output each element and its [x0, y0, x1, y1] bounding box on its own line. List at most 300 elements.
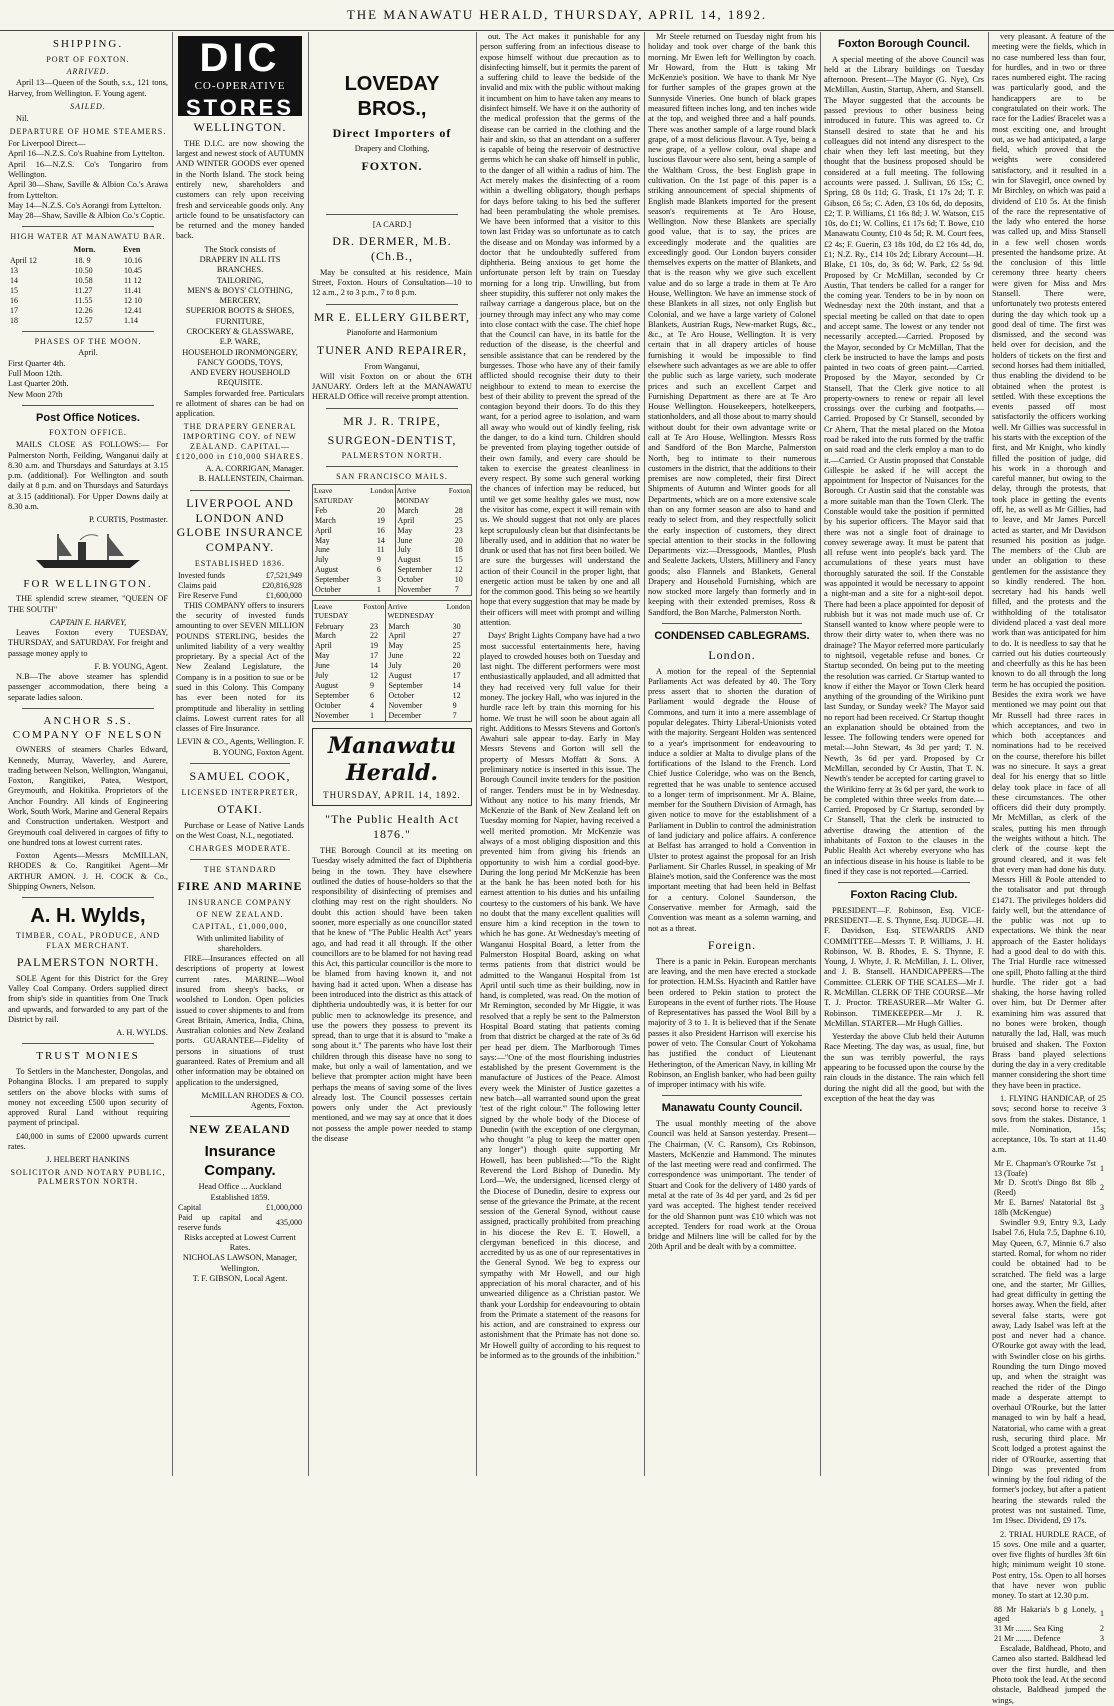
nz-heading: NEW ZEALAND — [189, 1122, 291, 1137]
race-2-conditions: 2. TRIAL HURDLE RACE, of 15 sovs. One mile and a quarter, over five flights of hurdles 3ft 6in high; minimum weight 10 stone. Post entry, 15s. Open to all horses that have never won public money. To start at 12.30 p.m. — [992, 1529, 1106, 1601]
std-sub2: INSURANCE COMPANY — [187, 897, 293, 907]
race-1-result-cell: Mr D. Scott's Dingo 8st 8lb (Reed) — [994, 1178, 1096, 1198]
mail-cell: 12 — [452, 690, 461, 700]
lg-funds-row — [176, 591, 304, 601]
tide-row — [8, 256, 168, 266]
lg-heading: LIVERPOOL AND LONDON AND GLOBE INSURANCE COMPANY. — [176, 495, 304, 555]
mail-row — [313, 661, 472, 671]
std-text: FIRE—Insurances effected on all descriptions of property at lowest current rates. MARINE—Wool insured from sheep's backs, or woolshed to London. Open policies issued to cover shipments to and from Great Britain, America, India, China, Australian colonies and New Zealand ports. GUARANTEE—Fidelity of persons in situations of trust guaranteed. Rates of Premium and all other information may be obtained on application to the undersigned, — [176, 954, 304, 1087]
mail-row — [313, 701, 472, 711]
mail-cell: 27 — [452, 631, 461, 641]
column-2 — [176, 32, 304, 1476]
mail-cell: 3 — [375, 575, 395, 585]
wylds-heading: A. H. Wylds, — [30, 905, 146, 928]
mail-cell: 20 — [375, 506, 395, 516]
sailed-label: SAILED. — [70, 102, 106, 111]
nz-big: Insurance Company. — [204, 1143, 276, 1179]
mail-cell: October — [388, 690, 415, 700]
race-1-result-cell: Mr E. Barnes' Natatorial 8st 18lb (McKengue) — [994, 1198, 1096, 1218]
mail-cell: 14 — [368, 661, 386, 671]
tide-row — [8, 286, 168, 296]
mail-cell: 10 — [454, 575, 463, 585]
column-6 — [824, 32, 984, 1476]
race-1-results — [992, 1159, 1106, 1218]
mail-cell: September — [315, 575, 350, 585]
lg-funds-table — [176, 571, 304, 601]
moon-heading: PHASES OF THE MOON. — [34, 336, 142, 346]
cook-text: Purchase or Lease of Native Lands on the West Coast, N.I., negotiated. — [176, 820, 304, 840]
cook-sub: LICENSED INTERPRETER, — [181, 787, 299, 797]
mail-cell: April — [315, 525, 332, 535]
mail-cell: 9 — [375, 555, 395, 565]
lg-funds-cell: Invested funds — [178, 571, 225, 581]
race-2-results — [992, 1605, 1106, 1645]
captain: CAPTAIN E. HARVEY, — [49, 617, 127, 627]
tide-cell: 18 — [10, 315, 18, 325]
column-3 — [312, 32, 472, 1476]
nz-funds-cell: Capital — [178, 1203, 202, 1213]
loveday-sub: Direct Importers of — [332, 125, 452, 140]
lg-funds-cell: Fire Reserve Fund — [178, 590, 238, 600]
mail-cell: 1 — [375, 585, 395, 595]
race-2-result-cell: 31 Mr ........ Sea King — [994, 1624, 1064, 1634]
mails-table-2: Leave Foxton TUESDAY Arrive London WEDNESDAY February 23 March 30 March 22 April 27 April 19 May 25 May 17 June 22 June 14 July 20 July 12 August 17 August 9 September 14 September 6 October 12 October 4 November 9 November 1 December 7 — [314, 601, 470, 720]
race-2-result-cell: 88 Mr Hakaria's b g Lonely, aged — [994, 1604, 1096, 1624]
trust-heading: TRUST MONIES — [36, 1050, 140, 1063]
nameplate-date: THURSDAY, APRIL 14, 1892. — [323, 790, 461, 801]
shipping-heading: SHIPPING. — [52, 38, 124, 50]
nb-text: N.B—The above steamer has splendid passenger accommodation, there being a separate ladies saloon. — [8, 672, 168, 702]
county-heading: Manawatu County Council. — [661, 1102, 803, 1115]
race-2-result-cell: 3 — [1100, 1634, 1104, 1644]
foxton-council-text: A special meeting of the above Council was held at the Library buildings on Tuesday afternoon. Present—The Mayor (G. Nye), Crs McMillan, Austin, Startup, Ahern, and Stansell. The Mayor suggested that the accounts be passed previous to other business being introduced in future. This was agreed to. Cr Stansell desired to state that he and his colleagues did not intend any disrespect to the chair when they left last meeting, but they thought that the business proposed should be considered at a full meeting. The following accounts were passed. J. Sullivan, £6 15s; C. Spring, £8 0s 11d; G. Trask, £1 17s 2d; T. F. Gibson, £6 5s; C. Aden, £3 10s 6d, do deposits, £2; T. P. Williams, £1 16s 8d; J. W. Watson, £15 10s, do £1; W. Collins, £1 17s 6d; T. Bowe, £10 Manawatu County, £10 4s 5d; R. M. Court fees, £2 4s; F. Guerin, £3 18s 10d, do £2 16s 4d, do, £1; N.Z. Ry., £14 10s 2d; Library Account—H. Blake, £1 10s, do, 3s 6d; W. Park, £2 5s 9d. Proposed by Cr McMillan, seconded by Cr Austin, That tenders be called for a ranger for the coming year. Tenders to be in by noon on Wednesday next the 20th instant, and that a special meeting be called on that date to open and accept same. The lowest or any tender not necessarily accepted.—Carried. Proposed by the Mayor, seconded by Cr McMillan, That the clerk be instructed to have the lamps and posts painted in two coats of green paint.—Carried. Proposed by the Mayor, seconded by Cr Stansell, That the Clerk give notice to all property-owners to renew or repair all level crossings over the curbing and footpaths.—Carried. Proposed by Cr Stansell, seconded by Cr Ahern, That the metal placed on the Motoa road be raked into the ruts formed by the traffic on said road and the clerk employ a man to do it.—Carried. Cr Austin proposed that Constable Gillespie be asked if he will accept the appointment for Inspector of Nuisances for the Borough. Cr Austin said that the constable was a more suitable man than the Town Clerk. The Constable would take the position if permitted by his superior officers. The Mayor said that there was not a single foot of drainage to convey sewerage away. It must be patent that all refuse went into people's back yard. The accumulations of these years must have thoroughly saturated the soil. If the Constable was appointed it would be necessary to appoint a night-man and a site for a night-soil depot. There had been a place appointed for deposit of rubbish but it was not made much use of. Cr Stansell wanted to know where people were to throw their dirty water to, when there was no drainage? The Mayor referred more particularly to nightsoil, vegetable refuse and bones. Cr Startup seconded. On being put to the meeting the resolution was carried. Cr Startup wanted to know if either the Mayor or Town Clerk heard anything of the grounding of the Wirikino punt last Sunday, or Sunday week? The Mayor said no report had been received. Cr Startup thought an explanation should be obtained from the lessee. The following tenders were opened for metal:—John Stewart, 4s 3d per yard; T. N. Newth, 3s 6d per yard. Proposed by Cr McMillan, seconded by Cr Austin, That T. N. Newth's tender be accepted for carting gravel to the Wirikino ferry at 3s 6d per yard, the work to be completed within three weeks from date.—Carried. Proposed by Cr Startup, seconded by Cr Stansell, That the clerk be instructed to advertise drawing the attention of the inhabitants of Foxton to the clauses in the Public Health Act whereby everyone who has an infectious disease in his house is liable to be fined if they case is not reported.—Carried. — [824, 54, 984, 876]
mail-cell: 28 — [454, 505, 463, 515]
mail-cell: 11 — [375, 545, 395, 555]
tide-row — [8, 276, 168, 286]
mail-cell: 9 — [452, 700, 457, 710]
mail-cell: March — [397, 505, 419, 515]
loveday-heading: LOVEDAY BROS., — [344, 73, 440, 120]
anchor-agents: Foxton Agents—Messrs McMILLAN, RHODES & Co. Rangitikei Agent—Mr ARTHUR AMON. J. H. COCK & Co., Shipping Owners, Nelson. — [8, 851, 168, 891]
race-2-result-cell: 1 — [1100, 1609, 1104, 1619]
std-liability: With unlimited liability of shareholders. — [196, 933, 284, 953]
trust-amount: £40,000 in sums of £2000 upwards current rates. — [8, 1131, 168, 1151]
arrived-text: April 13—Queen of the South, s.s., 121 tons, Harvey, from Wellington. F. Young agent. — [8, 78, 168, 98]
mail-row — [313, 641, 472, 651]
nameplate — [312, 728, 472, 807]
nz-funds-cell: 435,000 — [276, 1217, 302, 1227]
racing-officers: PRESIDENT—F. Robinson, Esq. VICE-PRESIDENT—E. S. Thynne, Esq. JUDGE—H. F. Davidson, Esq. STEWARDS AND COMMITTEE—Messrs T. P. Williams, J. H. Robinson, W. B. Rhodes, E. S. Thynne, F. Young, J. Whyte, J. R. McMillan, J. L. Oliver, and J. B. Stansell. HANDICAPPERS—The Committee. CLERK OF THE SCALES—Mr J. R. McMillan. CLERK OF THE COURSE—Mr T. J. Proctor. TREASURER—Mr Walter G. Robinson. TIMEKEEPER—Mr J. R. McMillan. STARTER—Mr Hugh Gillies. — [824, 905, 984, 1028]
gilbert-heading: MR E. ELLERY GILBERT, — [314, 309, 470, 324]
tide-cell: 1.14 — [123, 315, 138, 325]
cook-heading: SAMUEL COOK, — [189, 769, 291, 783]
post-office-text: MAILS CLOSE AS FOLLOWS:— For Palmerston North, Feilding, Wanganui daily at 8.30 a.m. and Thursdays and Saturdays at 3.15 p.m. (additional). For Wellington and south daily at 8 p.m. and on Thursdays and Saturdays at 3.15 (additional). For Upper Downs daily at 8.30 a.m. — [8, 440, 168, 512]
departure-list — [8, 139, 168, 221]
tide-cell: April 12 — [10, 256, 37, 266]
foreign-text: There is a panic in Pekin. European merchants are leaving, and the men have erected a stockade for protection. H.M.Ss. Hyacinth and Rattler have been ordered to Pekin station to protect the Europeans in the event of further riots. The House of Representatives has passed the Wool Bill by a majority of 3 to 1. It is believed that if the Senate passes it also President Harrison will exercise his power of veto. The Consular Court of Yokohama has justified the conduct of Lieutenant Hetherington, of the American Navy, in killing Mr Robinson, an English banker, who had been guilty of improper intimacy with his wife. — [648, 956, 816, 1090]
mail-cell: 20 — [452, 661, 461, 671]
mail-row — [313, 681, 472, 691]
tide-cell: 10.50 — [74, 266, 93, 276]
moon-phase: New Moon 27th — [8, 389, 63, 399]
mail-cell: Feb — [315, 505, 327, 515]
mail-cell: March — [315, 515, 336, 525]
dic-stock: The Stock consists of — [204, 244, 276, 254]
mail-cell: 23 — [368, 622, 386, 632]
nz-manager: NICHOLAS LAWSON, Manager, Wellington. — [182, 1253, 298, 1273]
tide-heading: HIGH WATER AT MANAWATU BAR. — [10, 232, 166, 242]
mail-cell: July — [397, 545, 411, 555]
steamer-icon — [8, 530, 168, 572]
mail-row — [313, 526, 472, 536]
mail-cell: 16 — [375, 526, 395, 536]
race-2-result-row — [992, 1624, 1106, 1634]
mail-cell: February — [315, 621, 344, 631]
mail-cell: April — [315, 641, 332, 651]
mail-cell: 30 — [452, 621, 461, 631]
mail-cell: June — [397, 535, 413, 545]
tide-cell: 11.27 — [74, 285, 93, 295]
race-1-result-cell: 2 — [1100, 1183, 1104, 1193]
arrived-label: ARRIVED. — [66, 66, 110, 76]
trust-text: To Settlers in the Manchester, Dongolas, and Pohangina Blocks. I am prepared to supply settlers on the above blocks with sums of money not exceeding £500 upon security of approved Rural Land without requiring payment of principal. — [8, 1067, 168, 1128]
mail-cell: 19 — [375, 516, 395, 526]
mail-cell: May — [315, 535, 330, 545]
mail-row — [313, 545, 472, 555]
mail-cell: 4 — [368, 701, 386, 711]
tide-cell: 12.26 — [74, 305, 93, 315]
mail-cell: 6 — [368, 691, 386, 701]
column-7 — [992, 32, 1106, 1705]
leaves-text: Leaves Foxton every TUESDAY, THURSDAY, and SATURDAY. For freight and passage money apply to — [8, 628, 168, 658]
editorial-continued: out. The Act makes it punishable for any person suffering from an infectious disease to expose himself without due precaution as to disinfecting himself, but it permits the parent of a suffering child to leave the bedside of the invalid and mix with the public without making it incumbent on him to have taken any means to disinfect himself. We have it on the authority of the medical profession that the germs of the disease can be carried in the clothing and the hair and skin, so that an attendant on a sufferer is capable of being the reservoir of destructive germs which he can shake off himself in public, to the danger of all within a radius of him. The Act merely makes the disinfecting of a room within a dwelling obligatory, though perhaps for days before taking to his bed the sufferer had been perambulating the whole premises. We have been informed that a visitor to this town last Friday was so unfortunate as to catch the disease and on Monday was informed by a doctor that he undoubtedly suffered from diphtheria. Being anxious to get home the unfortunate person left by train on Tuesday morning for a long trip. Unwilling, but from sheer stupidity, this sufferer not only makes the railway carriage a dangerous place, but on the journey through may infect any who may come into close contact with the case. The chief hope that the Council can have, in its battle for the reduction of the disease, is the cheerful and sensible assistance that can be rendered by the burgesses. Those who have any of their family afflicted should recognise their duty to their neighbour to extend to mean to exercise the best of their ability to prevent the spread of the contagion beyond their doors. To do this they want, for a period agree to isolation, and warn all away who would out of kindly feeling, risk the danger, to do a kind turn. Children should be prevented from playing together outside of their own family, and every care should be taken to exercise the greatest cleanliness in every respect. By some such general working the chances of infection may be reduced, but until we get some healthy gales we must, now the visitor has come, expect it will remain with us. We should suggest that not only are places kept scrupulously clean but that disinfectants be liberally used, and in addition that no water be drunk or used that has not first been boiled. We are sure the burgesses will understand the action of their Council in the proper light, that energetic action must be taken by one and all for the common good. This being so we heartily hope that every suggestion that may be made by their officers will meet with prompt and willing attention. — [480, 32, 640, 628]
mail-cell: 22 — [452, 651, 461, 661]
lg-funds-cell: £1,600,000 — [266, 590, 302, 600]
mail-cell: May — [397, 525, 413, 535]
mail-cell: 25 — [452, 641, 461, 651]
local-notes: Mr Steele returned on Tuesday night from his holiday and took over charge of the bank this morning. Mr Ewen left for Wellington by coach. Mr Howard, from the Hutt is taking Mr McKenzie's position. We have to thank Mr Nye for further samples of the grapes grown at the Sunnyside Vineries. One bunch of black grapes measured fifteen inches long, and ten inches wide at the top, and weighed three and a half pounds. There was another sample of a large round black grape, of a most delicious flavour. A Tye, being a new grape, of a yellow colour, oval shape and luscious flavour were also sent, being a sample of the Waltham Cross, the best English grape in cultivation. On the 1st page of this paper is a striking announcement of special shipments of English made Blankets imported for the present season's requirements at Te Aro House, Wellington. Now these Blankets are specially good value, that is to say, the prices are exceedingly moderate and the qualities are exceedingly good. Our London buyers consider themselves experts on the matter of Blankets, and that is the reason why we give such excellent value and do so large a trade in them at Te Aro House, Wellington. We have an immense stock of these Blankets in all sizes, not only English but Colonial, and we have a large variety of Colonel Blankets, Austrian Rugs, New-market Rugs, &c., &c., at Te Aro House, Wellington. It is very certain that in all drapery articles of house furnishing it would be impossible to find elsewhere such advantages as we are able to offer the public such as large variety, such moderate prices and such an excellent Carpet and Furnishing Department as there are at Te Aro House Wellington. Housekeepers, hotelkeepers, stationholders, and all those about to marry should without doubt for their own advantage write or call at Te Aro House, Wellington. Messrs Ross and Sandford of the Bon Marche, Palmerston North, beg to intimate to their numerous customers in the district, that the additions to their premises are now completed, their first Direct Shipments of Autumn and Winter goods for all Departments, which are on a more extensive scale than on any former season are also to hand and ready to select from, and they respectfully solicit the early inspection of customers, they direct special attention to their stocks in the following Departments viz:—Dressgoods, Mantles, Plush and Sealette Jackets, Ulsters, Millinery and Fancy goods; also Flannels and Blankets, General Drapery and Household Furnishing, which are now stocked more largely than formerly and in keeping with their extended premises, Ross & Sandford, the Bon Marche, Palmerston North. — [648, 32, 816, 617]
race-1-conditions: 1. FLYING HANDICAP, of 25 sovs; second horse to receive 3 sovs from the stakes. Distance, 1 mile. Nomination, 15s; acceptance, 10s. To start at 11.40 a.m. — [992, 1093, 1106, 1155]
mail-cell: November — [388, 700, 423, 710]
mail-cell: 12 — [368, 671, 386, 681]
dic-place: WELLINGTON. — [193, 120, 287, 134]
dic-list — [176, 255, 304, 389]
lg-funds-row — [176, 571, 304, 581]
nz-funds-table — [176, 1203, 304, 1233]
dic-stock-item: TAILORING, — [216, 275, 264, 285]
tide-row — [8, 316, 168, 326]
tide-cell: 18. 9 — [74, 256, 91, 266]
tripe-heading: MR J. R. TRIPE, — [343, 413, 441, 428]
wylds-sub: TIMBER, COAL, PRODUCE, AND FLAX MERCHANT. — [15, 931, 161, 950]
dic-stock-item: DRAPERY IN ALL ITS BRANCHES. — [199, 254, 281, 275]
mail-cell: May — [388, 641, 404, 651]
dermer-heading: DR. DERMER, M.B. (Ch.B., — [332, 233, 452, 263]
mail-cell: December — [388, 710, 422, 720]
mail-cell: October — [315, 585, 341, 595]
gilbert-trade: TUNER AND REPAIRER, — [316, 342, 468, 357]
mail-cell: November — [397, 585, 432, 595]
race-2-result-row — [992, 1605, 1106, 1625]
mail-cell: March — [315, 631, 336, 641]
mail-cell: June — [315, 661, 330, 671]
mail-cell: September — [315, 690, 350, 700]
mail-row — [313, 575, 472, 585]
mail-row — [313, 516, 472, 526]
dic-chairman: B. HALLENSTEIN, Chairman. — [198, 474, 304, 484]
agent-sign: F. B. YOUNG, Agent. — [94, 661, 168, 671]
mail-cell: November — [315, 710, 349, 720]
mail-row — [313, 585, 472, 595]
mail-cell: 17 — [368, 651, 386, 661]
post-office-sub: FOXTON OFFICE. — [49, 428, 127, 438]
tide-cell: 15 — [10, 285, 18, 295]
loveday-place: FOXTON. — [361, 158, 423, 173]
mail-cell: October — [315, 700, 341, 710]
post-office-sign: P. CURTIS, Postmaster. — [88, 515, 168, 525]
mail-cell: 20 — [454, 535, 463, 545]
race-1-result-cell: 1 — [1100, 1163, 1104, 1173]
mail-cell: 25 — [454, 515, 463, 525]
lg-text: THIS COMPANY offers to insurers the security of invested funds amounting to over SEVEN MILLION POUNDS STERLING, besides the unlimited liability of a very wealthy proprietary. By a special Act of the New Zealand Legislature, the Company is in a position to sue or be sued in this Colony. This Company has ever been noted for its promptitude and liberality in settling claims. Lowest current rates for all classes of Fire Insurance. — [176, 600, 304, 734]
race-1-result-row — [992, 1159, 1106, 1179]
cable-heading: CONDENSED CABLEGRAMS. — [654, 630, 810, 643]
mail-cell: 19 — [368, 641, 386, 651]
mail-row — [313, 671, 472, 681]
sailed-text: Nil. — [16, 113, 29, 123]
race-1-result-cell: 3 — [1100, 1203, 1104, 1213]
racing-text: Yesterday the above Club held their Autumn Race Meeting. The day was, as usual, fine, but the sun was terribly powerful, the rays appearing to be focussed upon the course by the rain clouds in the distance. The rain which fell during the night did all the good, but with the exception of the heat the day was — [824, 1032, 984, 1103]
std-agents: McMILLAN RHODES & CO. Agents, Foxton. — [201, 1090, 304, 1111]
anchor-heading: ANCHOR S.S. COMPANY OF NELSON — [12, 715, 164, 741]
gilbert-text: Will visit Foxton on or about the 6TH JANUARY. Orders left at the MANAWATU HERALD Office will receive prompt attention. — [312, 371, 472, 402]
tide-row — [8, 266, 168, 276]
moon-phase: First Quarter 4th. — [8, 358, 66, 368]
trust-role: SOLICITOR AND NOTARY PUBLIC, PALMERSTON NORTH. — [10, 1167, 166, 1187]
dic-stock-item: FANCY GOODS, TOYS, — [197, 357, 283, 367]
mail-cell: 14 — [375, 536, 395, 546]
race-2-text: Escalade, Baldhead, Photo, and Cameo also started. Baldhead led over the first hurdle, and then Photo took the lead. At the second obstacle, Baldhead jumped the wings, — [992, 1644, 1106, 1705]
mail-cell: July — [388, 661, 402, 671]
anchor-text: OWNERS of steamers Charles Edward, Kennedy, Murray, Waverley, and Aurere, trading between Nelson, Wellington, Wanganui, Foxton, Rangitikei, Patea, Westport, Greymouth, and Hokitika. Proprietors of the Anchor Foundry. All kinds of Engineering Work, South Work, Marine and General Repairs and Construction undertaken. Westport and Greymouth coal delivered in cargoes of fifty to one hundred tons at lowest current rates. — [8, 745, 168, 847]
mails-heading: SAN FRANCISCO MAILS. — [336, 472, 448, 482]
foreign-heading: Foreign. — [707, 937, 757, 952]
mail-cell: June — [388, 651, 404, 661]
loveday-goods: Drapery and Clothing, — [354, 144, 430, 154]
mail-cell: August — [315, 681, 339, 690]
dic-stock-item: FURNITURE, — [215, 316, 265, 326]
mail-row — [313, 536, 472, 546]
tide-cell: 11.55 — [74, 295, 93, 305]
mail-row — [313, 506, 472, 516]
wellington-heading: FOR WELLINGTON. — [23, 577, 153, 590]
tide-table — [8, 244, 168, 325]
editorial-text: THE Borough Council at its meeting on Tuesday wisely admitted the fact of Diphtheria being in the town. They have elsewhere outlined the duties of house-holders so that the responsibility of disinfecting of premises and clothing may rest on the right shoulders. No doubt this action should have been taken sooner, more especially as one councillor stated that he knew of "The Public Health Act" years ago, and had read it all through. If the other councillors are to be blamed for not having read this Act, this particular councillor is the more to be blamed from having known it, and not having had it acted upon. When a disease has been introduced into the district as this attack of diphtheria undoubtedly was, it is better for our public men to acknowledge its presence, and use the powers they possess to prevent its spread, than to urge that it is absurd to "make a song about it." The parents who have lost their children through this disease have no song to make, but only a wail of lamentation, and we believe that prompter action might have been perhaps the means of saving some of the lives already lost. The Council possesses certain powers only under the Act previously mentioned, and we may say at once that it does not possess the ample power needed to stamp the disease — [312, 846, 472, 1143]
nz-funds-row — [176, 1203, 304, 1213]
post-office-heading: Post Office Notices. — [36, 411, 140, 424]
dic-text: THE D.I.C. are now showing the largest and newest stock of AUTUMN AND WINTER GOODS ever opened in the North Island. The stock being entirely new, shareholders and customers can rely upon receiving fresh and serviceable goods only. Any article found to be unsatisfactory can be returned and the money handed back. — [176, 138, 304, 241]
departure-heading: DEPARTURE OF HOME STEAMERS. — [9, 127, 167, 137]
mail-row — [313, 622, 472, 632]
london-text: A motion for the repeal of the Septennial Parliaments Act was defeated by 40. The Tory press assert that to shorten the duration of Parliament would degrade the House of Commons, and turn it into a mere assemblage of popular delegates. Thirty Liberal-Unionists voted with the majority. Sergeant Holden was sentenced to a year's imprisonment for endeavouring to induce a soldier at Malta to divulge plans of the fortifications of the Island to the French. Lord Chief Justice Coleridge, who was on the Bench, regretted that he was unable to sentence accused to a longer term of imprisonment. Mr A. Blaine, member for the Southern Division of Armagh, has given notice to move for the establishment of a Parliament in Dublin to control the administration of land judiciary and police affairs. A conference at Belfast has arranged to hold a Convention in Ulster to protest against the proposal for an Irish Parliament. Sir Charles Russel, in speaking of Mr Blaine's motion, said the Conference was the most important meeting that had been held in Belfast for a century. Colonel Saunderson, the Conservative member for Armagh, said the Convention was meant as a solemn warning, and not as a threat. — [648, 666, 816, 933]
cook-place: OTAKI. — [217, 801, 263, 816]
tripe-sub: SURGEON-DENTIST, — [327, 432, 457, 447]
std-heading: THE STANDARD — [203, 865, 277, 875]
mail-row — [313, 631, 472, 641]
nz-agent: T. F. GIBSON, Local Agent. — [192, 1273, 288, 1283]
tide-cell: 12 10 — [123, 295, 142, 305]
racing-continued: very pleasant. A feature of the meeting were the fields, which in no case numbered less than four, for hurdles, and in two or three races numbered eight. The racing was particularly good, and the handicappers are to be congratulated on their work. The race for the Ladies' Bracelet was a most exciting one, and brought out, as we had anticipated, a large field, which proved that the weights were considered satisfactory, and it resulted in a win for Slavegirl, once owned by Mr Birchley, on which was paid a dividend of £10 5s. At the finish of the race the representative of the lady who entered the horse was called up, and Miss Stansell in a few well chosen words presented the handsome prize. At the conclusion of this little ceremony three hearty cheers were given for Miss and Mrs Stansell. There were, unfortunately two protests entered during the day which took up a good deal of time. The first was dismissed, and the second was held over for decision, and the holders of tickets on the first and second horses had them initialled, thus enabling the dividend to be obtained when the protest is settled. With these exceptions the events passed off most satisfactorily the officers working well. Mr Gillies was successful in his starts with the exception of the first, and Mr Knight, who kindly filled the position of judge, did his work in a thorough and careful manner, but owing to the delay, through the protests, that took place in getting the events off, he, as well as Mr Gillies, had to leave, and Mr James Purcell acted as starter, and Mr Davidson resumed his position as judge. The members of the Club are under an obligation to these gentlemen for the assistance they so kindly rendered. The hon. secretary had his hands well filled, and the protests and the withholding of the totalisator dividend placed a vast deal more work than was anticipated for him to do. It is needless to say that he carried out his duties courteously and cheerfully as this he has been known to do all through the long term he has occupied the position. Besides the extra work we have mentioned we may point out that Mr Russell had three races in which acceptances, and two in which both acceptances and nominations had to be received on the course, therefore his billet was no sinecure. It says a great deal for his energy that so little delay took place in face of all these circumstances. The other officers did their duty promptly. Mr McMillan, as clerk of the scales, putting his men through the weights without a hitch. The clerk of the course kept the ground cleared, and it was felt that every man had done his duty. Messrs Hill & Poole attended to the totalisator and put through £1471. The privileges holders did fairly well, but the attendance of the public was not up to expectations. We think the near approach of the Easter holidays had a good deal to do with this. The Trial Hurdle race witnessed one spill, Photo falling at the third hurdle. The rider got a bad shaking, the horse having rolled over him, but Dr Dermer after examining him was assured that no bones were broken, though naturally the lad, Hall, was much bruised and shaken. The Foxton Brass band played selections during the day in a very creditable manner considering the short time they have been in practice. — [992, 32, 1106, 1090]
dic-manager: A. A. CORRIGAN, Manager. — [205, 464, 304, 474]
race-2-result-cell: 2 — [1100, 1624, 1104, 1634]
dic-stock-item: MERCERY, — [219, 296, 261, 306]
column-4 — [480, 32, 640, 1476]
nameplate-title: Manawatu Herald. — [327, 732, 457, 786]
dic-company: THE DRAPERY GENERAL IMPORTING COY. of NEW ZEALAND. CAPITAL—£120,000 in £10,000 SHARES. — [176, 422, 304, 462]
dic-stock-item: CROCKERY & GLASSWARE, — [186, 326, 294, 336]
mail-cell: 9 — [368, 681, 386, 691]
dic-stock-item: SUPERIOR BOOTS & SHOES, — [185, 306, 295, 316]
nz-established: Established 1859. — [210, 1192, 270, 1202]
std-place: OF NEW ZEALAND. — [196, 909, 284, 919]
mail-cell: September — [397, 565, 432, 575]
departure-item: April 30—Shaw, Saville & Albion Co.'s Arawa from Lyttelton. — [8, 180, 168, 200]
mail-cell: March — [388, 621, 410, 631]
dic-stock-item: MEN'S & BOYS' CLOTHING, — [187, 285, 293, 295]
mail-cell: 18 — [454, 545, 463, 555]
departure-item: May 28—Shaw, Saville & Albion Co.'s Coptic. — [8, 211, 165, 221]
mail-cell: April — [388, 631, 406, 641]
race-1-result-row — [992, 1198, 1106, 1218]
mail-cell: August — [397, 555, 421, 565]
newspaper-page — [8, 32, 1106, 1705]
mail-cell: 23 — [454, 525, 463, 535]
mail-row — [313, 651, 472, 661]
departure-item: April 16—N.Z.S. Co's Tongariro from Wellington. — [8, 159, 168, 179]
lg-agents: LEVIN & CO., Agents, Wellington. F. B. YOUNG, Foxton Agent. — [176, 737, 304, 757]
dic-logo: DIC CO-OPERATIVE STORES — [178, 36, 302, 116]
departure-item: April 16—N.Z.S. Co's Ruahine from Lyttelton. — [8, 149, 165, 159]
trust-sign: J. HELBERT HANKINS — [46, 1155, 130, 1165]
lg-funds-cell: £20,816,928 — [262, 580, 302, 590]
tide-cell: 16 — [10, 295, 18, 305]
tide-cell: 17 — [10, 305, 18, 315]
mail-cell: 14 — [452, 681, 461, 690]
mail-cell: 17 — [452, 671, 461, 681]
dic-stock-item: E.P. WARE, — [219, 337, 261, 347]
tide-header-cell: Even — [122, 245, 141, 255]
mail-cell: July — [315, 671, 329, 681]
race-1-text: Swindler 9.9, Entry 9.3, Lady Isabel 7.6, Hula 7.5, Daphne 6.10, May Queen, 6.7, Minnie 6.7 also started. Romal, for whom no rider could be obtained had to be scratched. The field was a large one, and the starter, Mr Gillies, had great difficulty in getting the horses away. When the field, after several false starts, were got away, Lady Isabel was left at the post and never had a chance. O'Rourke got away with the lead, with Swindler close on his girths. Rounding the turn Dingo moved up, and when the straight was reached the rider of the Dingo made a desperate attempt to overhaul O'Rourke, but the latter managed to win by half a head, Natatorial, who came with a great rush, securing third place. Mr Scott lodged a protest against the rider of O'Rourke, asserting that Dingo was prevented from winning by the foul riding of the former's jockey, but after a patient hearing the stewards ruled the protest was not sustained. Time, 1m 19sec. Dividend, £9 17s. — [992, 1218, 1106, 1526]
mail-cell: August — [388, 671, 412, 681]
mail-cell: April — [397, 515, 415, 525]
tripe-place: PALMERSTON NORTH. — [341, 451, 443, 461]
mail-cell: July — [315, 555, 329, 565]
mail-row — [313, 711, 472, 721]
tide-header-cell — [8, 244, 73, 256]
mail-row — [313, 565, 472, 575]
mail-cell: 1 — [368, 711, 386, 721]
port-heading: PORT OF FOXTON. — [46, 54, 130, 64]
wellington-text: THE splendid screw steamer, "QUEEN OF THE SOUTH" — [8, 594, 168, 614]
std-sub: FIRE AND MARINE — [177, 879, 303, 894]
tide-row — [8, 296, 168, 306]
tide-cell: 12.41 — [123, 305, 142, 315]
mail-cell: October — [397, 575, 424, 585]
dic-samples: Samples forwarded free. Particulars re allotment of shares can be had on application. — [176, 388, 304, 419]
mail-cell: September — [388, 681, 423, 690]
tide-header-cell: Morn. — [73, 245, 96, 255]
race-1-result-cell: Mr E. Chapman's O'Rourke 7st 13 (Toafe) — [994, 1158, 1096, 1178]
moon-phase: Last Quarter 20th. — [8, 379, 69, 389]
mail-cell: May — [315, 651, 330, 661]
local-news: Days' Bright Lights Company have had a two most successful entertainments here, having played to crowded houses both on Tuesday and last night. The different performers were most enthusiastically applauded, and all admitted that they had received very full value for their money. The jockey Hall, who was injured in the hurdle race left by train this morning for his home. We trust he will soon be about again all right. Additions to Messrs Stevens and Gorton's Awahuri sale appear to-day. Early in May Messrs Stevens and Gorton will sell the property of Messrs Moffatt & Sons. A preliminary notice is inserted in this issue. The Borough Council invite tenders for the position of ranger. Tenders must be in by Wednesday. Without any notice to his many friends, Mr McKenzie of the Bank of New Zealand left on Tuesday morning for Napier, having received a well merited promotion. Mr McKenzie was always of a most obliging disposition and this prevented him from giving his friends an opportunity to wish him a cordial good-bye. During the long period Mr McKenzie has been at the bank he has been noted both for his earnest attention to his duties and his unfailing courtesy to the customers of his bank. We have no doubt that the many excellent qualities will ensure him a kind reception in the town to which he has gone. At Wednesday's meeting of Wanganui Hospital Board, a letter from the Palmerston Hospital Board, asking on what terms patients from that district would be admitted to the Wanganui Hospital from 1st April until such time as their building, now in hand, is completed, was read. On the motion of Mr Remington, seconded by Mr Higgie, it was resolved that a reply be sent to the Palmerston Hospital Board stating that patients coming from that district be charged at the rate of 3s 6d per head per diem. The Marlborough Times says:—"One of the most flourishing industries established by the present Government is the manufacture of Justices of the Peace. Almost every week the Minister of Justice gazettes a new batch—all warranted sound upon the great 'test of the right colour.'" The following letter signed by the whole body of the Diocese of Dunedin (with the exception of one clergyman, who thought "a plug to keep the matter open any longer") though quite supporting Mr Howell, has been published:—"To the Right Reverend the Lord Bishop of Dunedin. My Lord—We, the undersigned, licensed clergy of the Diocese of Dunedin, desire to express our sense of the grievance the Primate, at the recent session of the General Synod, without cause assigned, practically prohibited from preaching in his diocese the Rev E. T. Howell, a clergyman beneficed in this diocese, and accredited by us as one of our representatives in the General Synod. We beg to express our sympathy with Mr Howell, and our high appreciation of his moral character, and of his unwearied diligence as a Christian pastor. We thank your Lordship for endeavouring to obtain from the Primate a statement of the reasons for his action, and are constrained to express our astonishment that the Primate has not done so. Mr Howell guilty of according to his request to be informed as to the grounds of the inhibition." — [480, 631, 640, 1360]
mail-row — [313, 691, 472, 701]
tide-cell: 11.41 — [123, 285, 142, 295]
mail-cell: 7 — [452, 710, 457, 720]
race-1-result-row — [992, 1178, 1106, 1198]
wylds-place: PALMERSTON NORTH. — [16, 954, 160, 969]
lg-funds-cell: Claims paid — [178, 580, 217, 590]
lg-established: ESTABLISHED 1836. — [194, 559, 286, 569]
mail-cell: August — [315, 565, 339, 575]
tide-cell: 13 — [10, 266, 18, 276]
dic-stock-item: HOUSEHOLD IRONMONGERY, — [182, 347, 298, 357]
mail-cell: 12 — [454, 565, 463, 575]
county-text: The usual monthly meeting of the above Council was held at Sanson yesterday. Present—The Chairman, (V. C. Ransom), Crs Robinson, Masters, McKenzie and Hammond. The minutes of the last meeting were read and confirmed. The correspondence was unimportant. The tender of Stuart and Cook for the delivery of 1480 yards of metal at the rate of 3s 4d per yard, and 2s 6d per yard was accepted. The highest tender received for the old Shannon punt was £10 which was not accepted. Tenders for road work at the Oroua bridge and Milners line will be called for by the 20th April and be dealt with by a committee. — [648, 1119, 816, 1252]
editorial-heading: "The Public Health Act 1876." — [325, 812, 459, 842]
tide-cell: 10.45 — [123, 266, 142, 276]
lg-funds-cell: £7,521,949 — [266, 571, 302, 581]
london-heading: London. — [708, 647, 756, 662]
mail-cell: 22 — [368, 631, 386, 641]
column-5 — [648, 32, 816, 1476]
tide-cell: 10.58 — [74, 275, 93, 285]
cook-charges: CHARGES MODERATE. — [189, 844, 291, 854]
nz-funds-cell: Paid up capital and reserve funds — [178, 1212, 262, 1232]
lg-funds-row — [176, 581, 304, 591]
gilbert-sub: Pianoforte and Harmonium — [346, 328, 438, 338]
mail-cell: June — [315, 545, 330, 555]
foxton-council-heading: Foxton Borough Council. — [838, 38, 970, 50]
tide-row — [8, 306, 168, 316]
tide-cell: 10.16 — [123, 256, 142, 266]
mails-table-1: Leave London SATURDAY Arrive Foxton MONDAY Feb 20 March 28 March 19 April 25 April 16 May 23 May 14 June 20 June 11 July 18 July 9 August 15 August 6 September 12 September 3 October 10 October 1 November 7 — [314, 486, 470, 595]
nz-funds-cell: £1,000,000 — [266, 1203, 302, 1213]
race-2-result-cell: 21 Mr ........ Defence — [994, 1634, 1061, 1644]
tide-cell: 11 12 — [123, 275, 142, 285]
race-2-result-row — [992, 1634, 1106, 1644]
card-label: [A CARD.] — [372, 219, 412, 229]
tide-cell: 12.57 — [74, 315, 93, 325]
mail-cell: 15 — [454, 555, 463, 565]
gilbert-from: From Wanganui, — [364, 361, 420, 371]
mail-cell: 7 — [454, 585, 459, 595]
dermer-text: May be consulted at his residence, Main Street, Foxton. Hours of Consultation—10 to 12 a.m., 2 to 3 p.m., 7 to 8 p.m. — [312, 267, 472, 298]
moon-list — [8, 359, 168, 400]
tide-cell: 14 — [10, 275, 18, 285]
masthead: THE MANAWATU HERALD, THURSDAY, APRIL 14, 1892. — [0, 0, 1114, 31]
wylds-text: SOLE Agent for this District for the Grey Valley Coal Company. Orders supplied direct from ship's side in quantities from One Truck and upwards, and forwarded to any part of the District by rail. — [8, 973, 168, 1024]
wylds-sign: A. H. WYLDS. — [116, 1028, 168, 1038]
column-1 — [8, 32, 168, 1476]
nz-office: Head Office ... Auckland — [198, 1182, 282, 1192]
mail-row — [313, 555, 472, 565]
departure-item: For Liverpool Direct— — [8, 139, 86, 149]
departure-item: May 14—N.Z.S. Co's Aorangi from Lyttelton. — [8, 200, 162, 210]
moon-month: April. — [78, 348, 98, 358]
moon-phase: Full Moon 12th. — [8, 368, 63, 378]
